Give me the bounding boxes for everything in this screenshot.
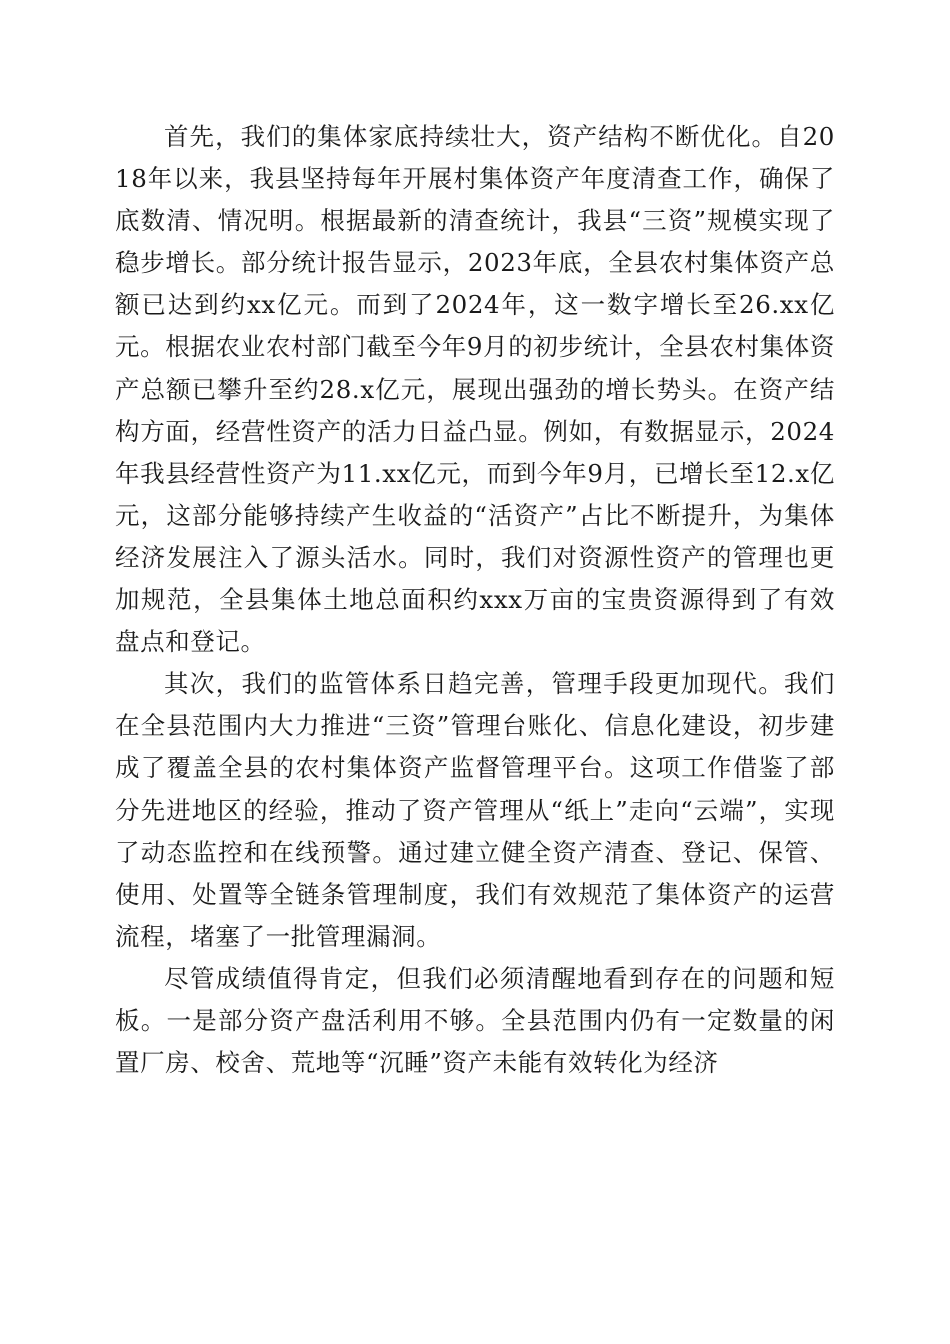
document-body <box>115 116 835 1084</box>
paragraph-problems: 尽管成绩值得肯定，但我们必须清醒地看到存在的问题和短板。一是部分资产盘活利用不够。全县范围内仍有一定数量的闲置厂房、校舍、荒地等“沉睡”资产未能有效转化为经济 <box>115 963 835 1078</box>
paragraph-supervision-system: 其次，我们的监管体系日趋完善，管理手段更加现代。我们在全县范围内大力推进“三资”管理台账化、信息化建设，初步建成了覆盖全县的农村集体资产监督管理平台。这项工作借鉴了部分先进地区的经验，推动了资产管理从“纸上”走向“云端”，实现了动态监控和在线预警。通过建立健全资产清查、登记、保管、使用、处置等全链条管理制度，我们有效规范了集体资产的运营流程，堵塞了一批管理漏洞。 <box>115 669 835 951</box>
paragraph-asset-growth: 首先，我们的集体家底持续壮大，资产结构不断优化。自2018年以来，我县坚持每年开展村集体资产年度清查工作，确保了底数清、情况明。根据最新的清查统计，我县“三资”规模实现了稳步增长。部分统计报告显示，2023年底，全县农村集体资产总额已达到约xx亿元。而到了2024年，这一数字增长至26.xx亿元。根据农业农村部门截至今年9月的初步统计，全县农村集体资产总额已攀升至约28.x亿元，展现出强劲的增长势头。在资产结构方面，经营性资产的活力日益凸显。例如，有数据显示，2024年我县经营性资产为11.xx亿元，而到今年9月，已增长至12.x亿元，这部分能够持续产生收益的“活资产”占比不断提升，为集体经济发展注入了源头活水。同时，我们对资源性资产的管理也更加规范，全县集体土地总面积约xxx万亩的宝贵资源得到了有效盘点和登记。 <box>115 122 835 657</box>
